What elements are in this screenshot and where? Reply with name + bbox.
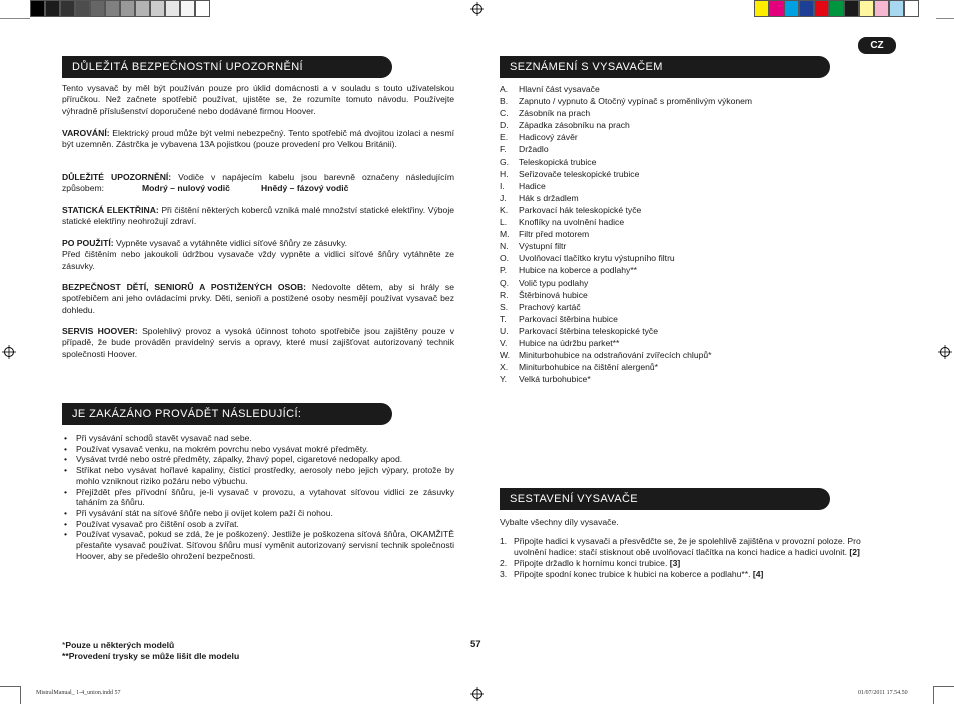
- after-use-paragraph: [62, 238, 454, 272]
- list-item-text: Vysávat tvrdé nebo ostré předměty, zápalky, žhavý popel, cigaretové nedopalky apod.: [76, 454, 403, 465]
- bullet-icon: •: [64, 443, 68, 454]
- list-item: [500, 180, 890, 192]
- part-label: Hubice na koberce a podlahy**: [519, 265, 638, 276]
- safety-intro: Tento vysavač by měl být používán pouze pro úklid domácnosti a v souladu s touto uživatelskou příručkou. Než začnete spotřebič používat, ujistěte se, že rozumíte tomuto návodu. Používejte výhradně příslušenství doporučené nebo dodávané firmou Hoover.: [62, 83, 454, 116]
- list-item-text: Stříkat nebo vysávat hořlavé kapaliny, čisticí prostředky, aerosoly nebo jejich výpary, protože by mohlo vzniknout riziko požáru nebo výbuchu.: [76, 465, 454, 486]
- part-label: Hlavní část vysavače: [519, 84, 600, 94]
- color-swatch: [844, 0, 859, 17]
- footnote-models-text: Pouze u některých modelů: [65, 640, 175, 650]
- step-body: [514, 536, 892, 558]
- list-item: [500, 228, 890, 240]
- gray-swatch: [60, 0, 75, 17]
- gray-swatch: [135, 0, 150, 17]
- footnote-models: [62, 640, 174, 651]
- list-item: [500, 252, 890, 264]
- part-label: Západka zásobníku na prach: [519, 120, 630, 131]
- part-label: Hák s držadlem: [519, 192, 579, 203]
- static-text: Při čištění některých koberců vzniká malé množství statické elektřiny. Výboje statické elektřiny neohrožují zdraví.: [62, 205, 455, 227]
- part-label: Parkovací štěrbina hubice: [519, 313, 618, 324]
- part-letter: K.: [500, 204, 509, 215]
- list-item: [62, 454, 454, 465]
- language-badge: CZ: [858, 37, 896, 54]
- top-trim-line: [0, 18, 30, 19]
- part-letter: D.: [500, 120, 509, 131]
- forbidden-section-header: JE ZAKÁZÁNO PROVÁDĚT NÁSLEDUJÍCÍ:: [62, 403, 392, 425]
- part-label: Knoflíky na uvolnění hadice: [519, 217, 625, 228]
- safety-section-header: DŮLEŽITÁ BEZPEČNOSTNÍ UPOZORNĚNÍ: [62, 56, 392, 78]
- figure-reference: [4]: [752, 569, 764, 579]
- registration-mark-icon: [470, 687, 484, 701]
- part-letter: A.: [500, 84, 509, 94]
- children-label: BEZPEČNOST DĚTÍ, SENIORŮ A POSTIŽENÝCH OSOB:: [62, 282, 307, 292]
- part-label: Prachový kartáč: [519, 301, 581, 312]
- children-paragraph: [62, 282, 454, 316]
- step-text: Připojte spodní konec trubice k hubici na koberce a podlahu**.: [514, 569, 751, 579]
- list-item: [500, 313, 890, 325]
- part-letter: V.: [500, 337, 508, 348]
- list-item: [500, 216, 890, 228]
- list-item: [500, 558, 892, 569]
- part-letter: M.: [500, 229, 510, 240]
- list-item: [500, 264, 890, 276]
- list-item: [62, 444, 454, 455]
- assembly-section-header: SESTAVENÍ VYSAVAČE: [500, 488, 830, 510]
- list-item-text: Přejíždět přes přívodní šňůru, je-li vysavač v provozu, a vytahovat síťovou vidlici ze zásuvky taháním za šňůru.: [76, 486, 454, 508]
- bullet-icon: •: [64, 529, 68, 540]
- list-item-text: Používat vysavač venku, na mokrém povrchu nebo vysávat mokré předměty.: [76, 443, 369, 454]
- list-item: [500, 337, 890, 349]
- part-label: Zásobník na prach: [519, 108, 591, 119]
- step-body: [514, 558, 680, 569]
- part-letter: F.: [500, 144, 507, 155]
- color-swatch: [889, 0, 904, 17]
- part-letter: C.: [500, 108, 509, 119]
- list-item: [500, 361, 890, 373]
- list-item-text: Používat vysavač, pokud se zdá, že je poškozený. Jestliže je poškozena síťová šňůra, OKAMŽITĚ přestaňte vysavač používat. Síťovou šňůru musí vyměnit autorizovaný servisní technik společnosti Hoover, aby se předešlo ohrožení bezpečnosti.: [76, 529, 454, 561]
- figure-reference: [3]: [669, 558, 681, 568]
- after-use-label: PO POUŽITÍ:: [62, 238, 114, 248]
- registration-mark-icon: [2, 345, 16, 359]
- crop-mark: [934, 686, 954, 687]
- page-number: 57: [470, 639, 481, 650]
- list-item: [62, 433, 454, 444]
- list-item: [500, 131, 890, 143]
- part-label: Výstupní filtr: [519, 241, 567, 252]
- gray-swatch: [105, 0, 120, 17]
- part-label: Seřizovače teleskopické trubice: [519, 168, 640, 179]
- list-item: [62, 487, 454, 508]
- color-swatch: [784, 0, 799, 17]
- registration-mark-icon: [938, 345, 952, 359]
- gray-swatch: [90, 0, 105, 17]
- crop-mark: [0, 686, 20, 687]
- step-text: Připojte hadici k vysavači a přesvědčte se, že je spolehlivě zajištěna v provozní poloze. Pro uvolnění hadice: stačí stisknout obě uvolňovací tlačítka na konci hadice a hadici uvolnit.: [514, 536, 861, 557]
- part-letter: B.: [500, 96, 509, 107]
- figure-reference: [2]: [849, 547, 860, 557]
- color-swatch: [754, 0, 769, 17]
- part-label: Filtr před motorem: [519, 229, 590, 240]
- part-letter: E.: [500, 132, 509, 143]
- bullet-icon: •: [64, 433, 68, 443]
- list-item: [500, 143, 890, 155]
- list-item: [500, 349, 890, 361]
- static-label: STATICKÁ ELEKTŘINA:: [62, 205, 159, 215]
- part-letter: X.: [500, 362, 509, 373]
- list-item: [500, 107, 890, 119]
- top-trim-line: [936, 18, 954, 19]
- list-item: [500, 204, 890, 216]
- static-paragraph: [62, 205, 454, 228]
- list-item: [500, 156, 890, 168]
- brown-wire-note: Hnědý – fázový vodič: [261, 183, 349, 193]
- part-letter: U.: [500, 325, 509, 336]
- part-letter: I.: [500, 180, 505, 191]
- assembly-intro: Vybalte všechny díly vysavače.: [500, 517, 619, 527]
- part-letter: R.: [500, 289, 509, 300]
- parts-list: [500, 83, 890, 385]
- gray-swatch: [30, 0, 45, 17]
- step-body: [514, 569, 763, 580]
- part-letter: O.: [500, 253, 510, 264]
- part-label: Volič typu podlahy: [519, 277, 589, 288]
- part-label: Hadicový závěr: [519, 132, 578, 143]
- list-item: [500, 569, 892, 580]
- part-label: Velká turbohubice*: [519, 374, 591, 385]
- part-letter: H.: [500, 168, 509, 179]
- part-label: Držadlo: [519, 144, 549, 155]
- parts-section-header: SEZNÁMENÍ S VYSAVAČEM: [500, 56, 830, 78]
- children-text: Nedovolte dětem, aby si hrály se spotřebičem ani jeho ovládacími prvky. Děti, senioři a postižené osoby nesmějí používat vysavač bez dohledu.: [62, 282, 454, 315]
- grayscale-color-bar: [30, 0, 210, 17]
- color-swatch: [829, 0, 844, 17]
- registration-mark-icon: [470, 2, 484, 16]
- list-item: [500, 277, 890, 289]
- color-swatch: [904, 0, 919, 17]
- assembly-steps: [500, 536, 892, 580]
- list-item: [500, 119, 890, 131]
- important-label: DŮLEŽITÉ UPOZORNĚNÍ:: [62, 172, 172, 182]
- list-item: [500, 536, 892, 558]
- part-letter: W.: [500, 350, 511, 361]
- part-label: Hadice: [519, 180, 546, 191]
- crop-mark: [933, 686, 934, 704]
- gray-swatch: [120, 0, 135, 17]
- list-item: [500, 95, 890, 107]
- service-paragraph: [62, 326, 454, 360]
- part-letter: Q.: [500, 277, 510, 288]
- part-label: Teleskopická trubice: [519, 156, 597, 167]
- list-item: [500, 301, 890, 313]
- part-label: Uvolňovací tlačítko krytu výstupního filtru: [519, 253, 675, 264]
- part-letter: N.: [500, 241, 509, 252]
- bullet-icon: •: [64, 465, 68, 476]
- part-label: Štěrbinová hubice: [519, 289, 588, 300]
- list-item: [500, 83, 890, 95]
- part-label: Miniturbohubice na odstraňování zvířecích chlupů*: [519, 350, 712, 361]
- list-item: [62, 529, 454, 561]
- step-number: 3.: [500, 569, 508, 579]
- part-letter: J.: [500, 192, 507, 203]
- list-item: [62, 508, 454, 519]
- gray-swatch: [150, 0, 165, 17]
- color-swatch: [859, 0, 874, 17]
- bullet-icon: •: [64, 518, 68, 529]
- warning-paragraph: [62, 128, 454, 151]
- list-item-text: Při vysávání schodů stavět vysavač nad sebe.: [76, 433, 252, 443]
- bullet-icon: •: [64, 486, 68, 497]
- step-number: 1.: [500, 536, 508, 546]
- part-letter: Y.: [500, 374, 508, 385]
- gray-swatch: [165, 0, 180, 17]
- blue-wire-note: Modrý – nulový vodič: [142, 183, 230, 193]
- bullet-icon: •: [64, 454, 68, 465]
- part-label: Parkovací štěrbina teleskopické tyče: [519, 325, 658, 336]
- step-text: Připojte držadlo k hornímu konci trubice.: [514, 558, 668, 568]
- list-item: [62, 519, 454, 530]
- cmyk-color-bar: [754, 0, 919, 17]
- list-item-text: Při vysávání stát na síťové šňůře nebo ji ovíjet kolem paží či nohou.: [76, 507, 333, 518]
- color-swatch: [874, 0, 889, 17]
- part-label: Hubice na údržbu parket**: [519, 337, 620, 348]
- gray-swatch: [75, 0, 90, 17]
- color-swatch: [769, 0, 784, 17]
- warning-label: VAROVÁNÍ:: [62, 128, 110, 138]
- part-letter: P.: [500, 265, 508, 276]
- step-number: 2.: [500, 558, 508, 568]
- important-text: Vodiče v napájecím kabelu jsou barevně označeny následujícím způsobem:: [62, 172, 455, 194]
- color-swatch: [814, 0, 829, 17]
- part-letter: G.: [500, 156, 510, 167]
- part-letter: T.: [500, 313, 507, 324]
- service-text: Spolehlivý provoz a vysoká účinnost tohoto spotřebiče jsou zajištěny pouze v případě, že bude prováděn pravidelný servis a opravy, které musí zajišťovat autorizovaný technik společnosti Hoover.: [62, 326, 454, 359]
- gray-swatch: [180, 0, 195, 17]
- timestamp-slug: 01/07/2011 17.54.50: [858, 690, 908, 696]
- list-item: [500, 168, 890, 180]
- list-item: [62, 465, 454, 486]
- list-item: [500, 240, 890, 252]
- warning-text: Elektrický proud může být velmi nebezpečný. Tento spotřebič má dvojitou izolaci a nesmí být uzemněn. Zástrčka je vybavena 13A pojistkou (pouze provedení pro Velkou Británii).: [62, 128, 454, 150]
- forbidden-list: [62, 433, 454, 561]
- gray-swatch: [45, 0, 60, 17]
- part-letter: S.: [500, 301, 509, 312]
- file-slug: MistralManual_ 1-4_union.indd 57: [36, 690, 121, 696]
- list-item: [500, 289, 890, 301]
- bullet-icon: •: [64, 507, 68, 518]
- list-item: [500, 325, 890, 337]
- part-label: Parkovací hák teleskopické tyče: [519, 204, 642, 215]
- part-label: Zapnuto / vypnuto & Otočný vypínač s proměnlivým výkonem: [519, 96, 753, 107]
- after-use-text-2: Před čištěním nebo jakoukoli údržbou vysavače vždy vypněte a vidlici síťové šňůry vytáhněte ze zásuvky.: [62, 249, 454, 271]
- footnote-nozzle: **Provedení trysky se může lišit dle modelu: [62, 651, 240, 661]
- list-item: [500, 192, 890, 204]
- list-item: [500, 373, 890, 385]
- footnote-asterisk: *: [62, 640, 66, 650]
- part-letter: L.: [500, 217, 508, 228]
- crop-mark: [20, 686, 21, 704]
- gray-swatch: [195, 0, 210, 17]
- after-use-text: Vypněte vysavač a vytáhněte vidlici síťové šňůry ze zásuvky.: [113, 238, 348, 248]
- part-label: Miniturbohubice na čištění alergenů*: [519, 362, 659, 373]
- color-swatch: [799, 0, 814, 17]
- service-label: SERVIS HOOVER:: [62, 326, 138, 336]
- list-item-text: Používat vysavač pro čištění osob a zvířat.: [76, 518, 239, 529]
